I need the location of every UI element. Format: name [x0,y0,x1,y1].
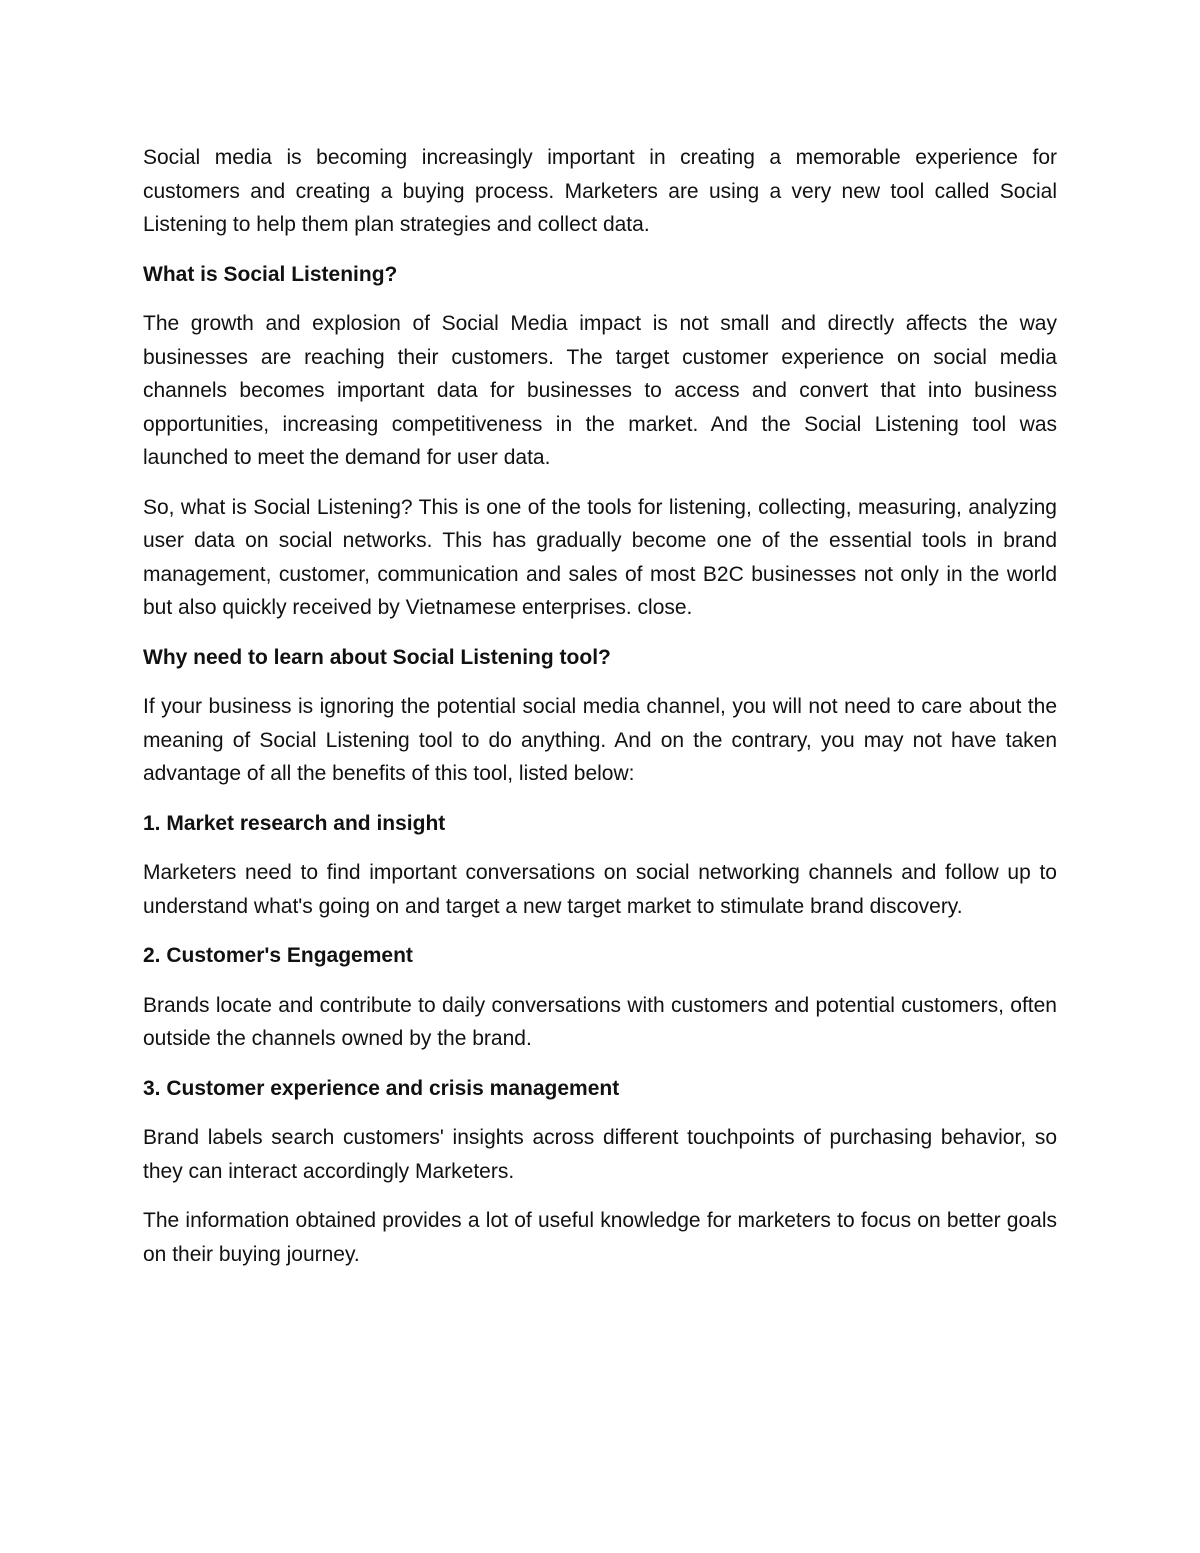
heading-what-is-social-listening: What is Social Listening? [143,262,398,286]
heading-crisis-management: 3. Customer experience and crisis management [143,1076,620,1100]
heading-customer-engagement: 2. Customer's Engagement [143,944,413,967]
heading-market-research: 1. Market research and insight [143,811,446,835]
document-body [143,141,1057,1287]
heading-why-learn: Why need to learn about Social Listening tool? [143,645,611,669]
benefits-intro-paragraph: If your business is ignoring the potential social media channel, you will not need to care about the meaning of Social Listening tool to do anything. And on the contrary, you may not have taken advantage of all the benefits of this tool, listed below: [143,695,1057,785]
definition-paragraph: So, what is Social Listening? This is one of the tools for listening, collecting, measuring, analyzing user data on social networks. This has gradually become one of the essential tools in brand management, customer, communication and sales of most B2C businesses not only in the world but also quickly received by Vietnamese enterprises. close. [143,495,1057,619]
market-research-paragraph: Marketers need to find important conversations on social networking channels and follow up to understand what's going on and target a new target market to stimulate brand discovery. [143,861,1057,918]
customer-engagement-paragraph: Brands locate and contribute to daily conversations with customers and potential customers, often outside the channels owned by the brand. [143,993,1057,1050]
intro-paragraph: Social media is becoming increasingly important in creating a memorable experience for customers and creating a buying process. Marketers are using a very new tool called Social Listening to help them plan strategies and collect data. [143,146,1057,236]
closing-paragraph: The information obtained provides a lot of useful knowledge for marketers to focus on better goals on their buying journey. [143,1209,1057,1266]
crisis-management-paragraph: Brand labels search customers' insights across different touchpoints of purchasing behavior, so they can interact accordingly Marketers. [143,1126,1057,1183]
growth-paragraph: The growth and explosion of Social Media impact is not small and directly affects the way businesses are reaching their customers. The target customer experience on social media channels becomes important data for businesses to access and convert that into business opportunities, increasing competitiveness in the market. And the Social Listening tool was launched to meet the demand for user data. [143,312,1057,469]
